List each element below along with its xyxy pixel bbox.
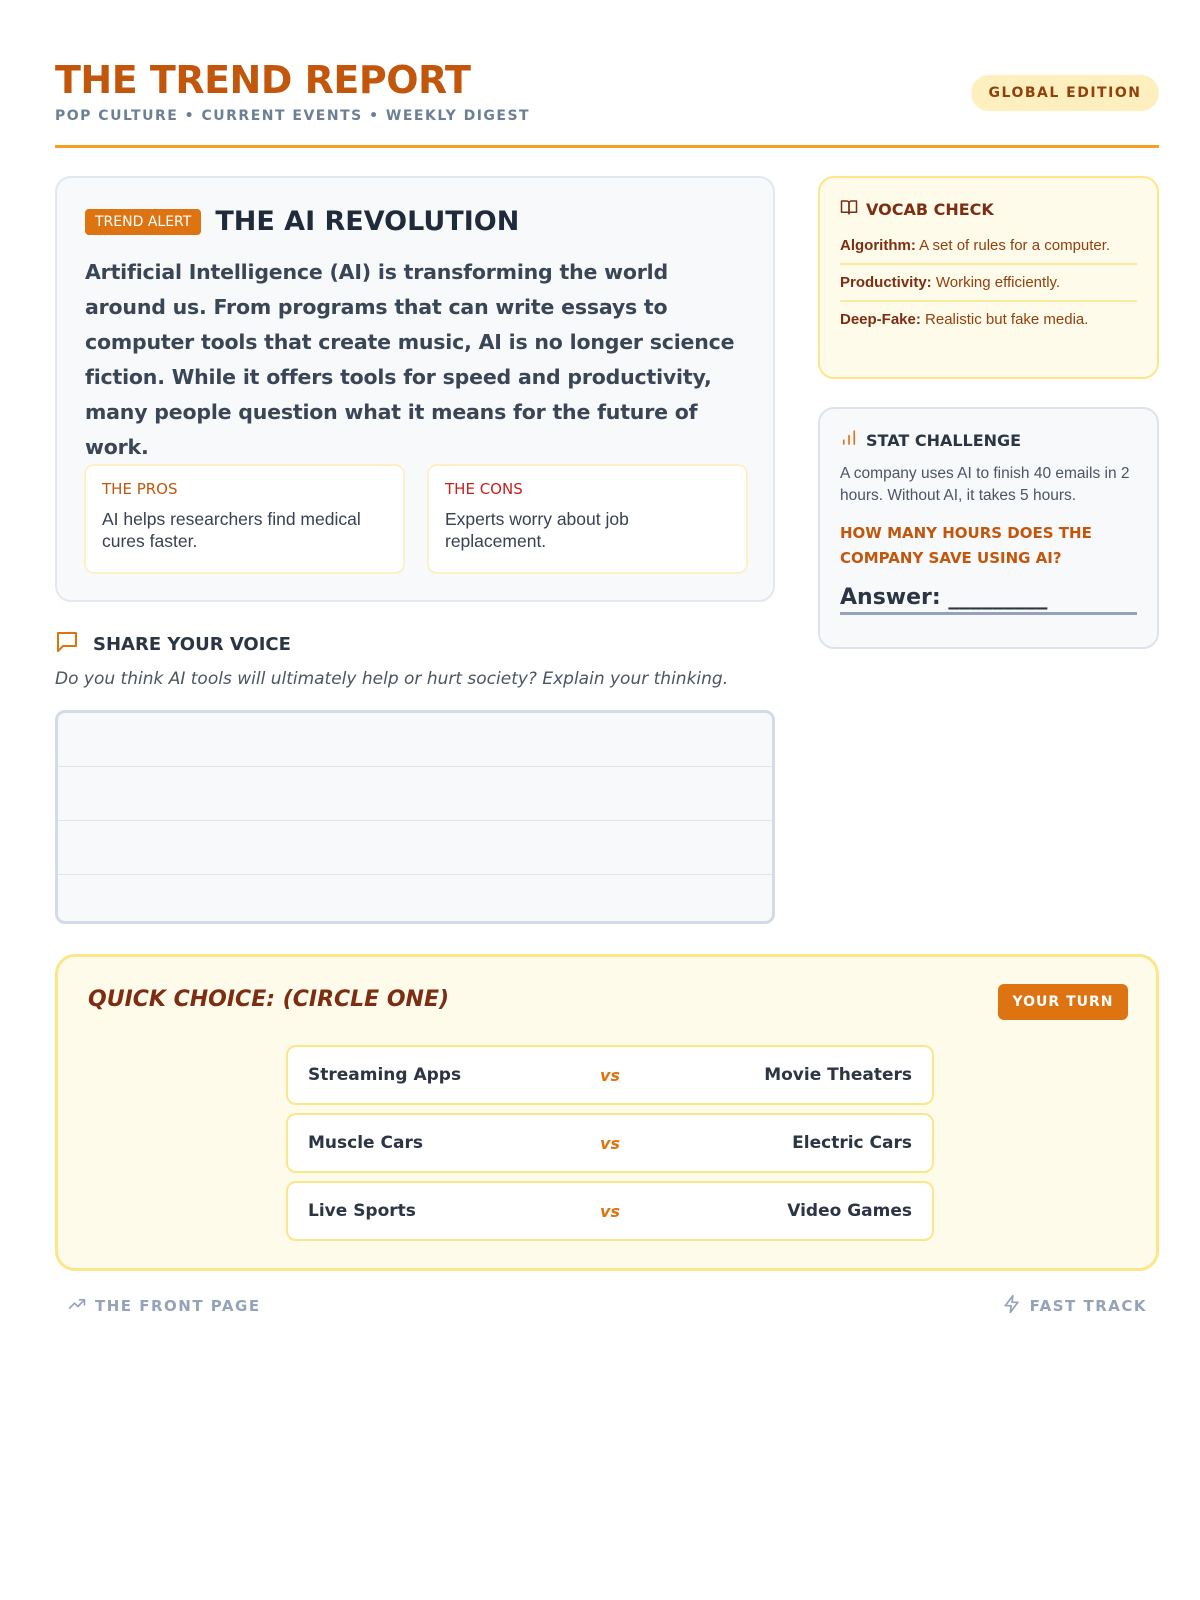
page-header xyxy=(55,58,1159,148)
stat-question: HOW MANY HOURS DOES THE COMPANY SAVE USING AI? xyxy=(840,524,1092,567)
footer-left xyxy=(67,1294,261,1318)
page-footer xyxy=(55,1294,1159,1320)
page-title: THE TREND REPORT xyxy=(55,58,471,102)
quick-choice-title: QUICK CHOICE: (CIRCLE ONE) xyxy=(88,987,450,1012)
choice-row xyxy=(286,1181,934,1241)
versus-label: vs xyxy=(600,1201,620,1221)
writing-line xyxy=(58,875,772,924)
pros-card xyxy=(84,464,405,574)
vocab-term: Productivity: xyxy=(840,274,932,291)
choice-option-left[interactable]: Muscle Cars xyxy=(308,1133,423,1153)
trending-up-icon xyxy=(67,1294,95,1318)
vocab-item xyxy=(840,302,1137,337)
vocab-check-header xyxy=(840,198,1137,220)
cons-title: THE CONS xyxy=(445,480,523,498)
lightning-icon xyxy=(1002,1294,1030,1318)
versus-label: vs xyxy=(600,1065,620,1085)
share-voice-header xyxy=(55,630,291,659)
writing-line xyxy=(58,821,772,875)
vocab-definition: A set of rules for a computer. xyxy=(919,237,1111,254)
vocab-definition: Working efficiently. xyxy=(935,274,1061,291)
vocab-check-title: VOCAB CHECK xyxy=(866,199,994,219)
choice-row xyxy=(286,1045,934,1105)
cons-card xyxy=(427,464,748,574)
choice-option-left[interactable]: Streaming Apps xyxy=(308,1065,462,1085)
vocab-term: Algorithm: xyxy=(840,237,916,254)
article-card xyxy=(55,176,775,602)
trend-alert-tag: TREND ALERT xyxy=(85,209,201,235)
quick-choice-panel xyxy=(55,954,1159,1271)
stat-answer-field[interactable]: Answer: _________ xyxy=(840,585,1137,615)
your-turn-badge: YOUR TURN xyxy=(998,984,1128,1020)
stat-problem-text: A company uses AI to finish 40 emails in 2 hours. Without AI, it takes 5 hours. xyxy=(840,465,1130,504)
pros-text: AI helps researchers find medical cures faster. xyxy=(102,509,361,551)
choice-row xyxy=(286,1113,934,1173)
footer-right-label: FAST TRACK xyxy=(1029,1297,1147,1315)
vocab-check-card xyxy=(818,176,1159,379)
vocab-definition: Realistic but fake media. xyxy=(925,311,1089,328)
stat-challenge-card xyxy=(818,407,1159,649)
footer-right xyxy=(1002,1294,1147,1318)
article-header xyxy=(85,206,745,237)
bar-chart-icon xyxy=(840,429,858,451)
choice-option-right[interactable]: Video Games xyxy=(787,1201,912,1221)
speech-bubble-icon xyxy=(55,630,79,659)
choice-option-right[interactable]: Electric Cars xyxy=(792,1133,912,1153)
versus-label: vs xyxy=(600,1133,620,1153)
share-voice-prompt: Do you think AI tools will ultimately help or hurt society? Explain your thinking. xyxy=(55,669,729,689)
article-body: Artificial Intelligence (AI) is transforming the world around us. From programs that can write essays to computer tools that create music, AI is no longer science fiction. While it offers tools for speed and productivity, many people question what it means for the future of work. xyxy=(85,260,735,459)
cons-text: Experts worry about job replacement. xyxy=(445,509,629,551)
vocab-item xyxy=(840,265,1137,302)
pros-title: THE PROS xyxy=(102,480,178,498)
share-voice-title: SHARE YOUR VOICE xyxy=(93,634,291,655)
writing-line xyxy=(58,713,772,767)
vocab-term: Deep-Fake: xyxy=(840,311,921,328)
response-writing-area[interactable] xyxy=(55,710,775,924)
choice-option-left[interactable]: Live Sports xyxy=(308,1201,416,1221)
vocab-list xyxy=(840,228,1137,337)
vocab-item xyxy=(840,228,1137,265)
footer-left-label: THE FRONT PAGE xyxy=(95,1297,261,1315)
edition-badge: GLOBAL EDITION xyxy=(971,75,1159,111)
writing-line xyxy=(58,767,772,821)
article-title: THE AI REVOLUTION xyxy=(215,206,520,237)
book-icon xyxy=(840,198,858,220)
page-subtitle: POP CULTURE • CURRENT EVENTS • WEEKLY DIGEST xyxy=(55,108,531,124)
stat-challenge-header xyxy=(840,429,1137,451)
stat-challenge-title: STAT CHALLENGE xyxy=(866,430,1022,450)
choice-option-right[interactable]: Movie Theaters xyxy=(764,1065,912,1085)
